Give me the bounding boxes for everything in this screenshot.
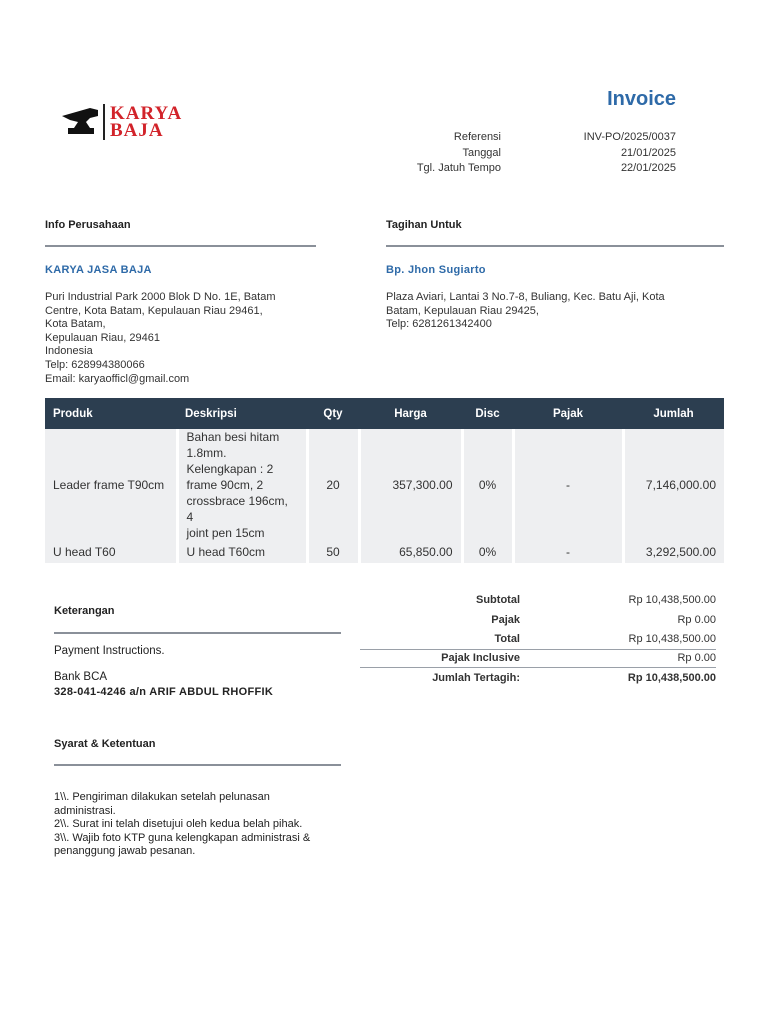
amount-due-value: Rp 10,438,500.00 [627, 672, 716, 684]
meta-value-tanggal: 21/01/2025 [620, 146, 676, 159]
total-value: Rp 10,438,500.00 [628, 633, 716, 645]
invoice-meta-labels [417, 130, 501, 177]
billto-divider [386, 245, 724, 247]
cell-qty: 20 [307, 429, 359, 541]
tax-row [360, 614, 716, 626]
col-header-harga: Harga [359, 398, 462, 429]
logo-line1: KARYA [110, 103, 183, 124]
tax-value: Rp 0.00 [677, 614, 716, 626]
logo-line2: BAJA [110, 120, 164, 141]
totals-divider-top [360, 649, 716, 650]
cell-qty: 50 [307, 541, 359, 563]
company-logo [60, 103, 182, 141]
cell-deskripsi: U head T60cm [177, 541, 307, 563]
col-header-qty: Qty [307, 398, 359, 429]
bank-name: Bank BCA [54, 671, 108, 683]
logo-wordmark [103, 104, 182, 140]
tax-label: Pajak [491, 614, 520, 626]
table-row [45, 429, 724, 541]
col-header-deskripsi: Deskripsi [177, 398, 307, 429]
cell-disc: 0% [462, 429, 513, 541]
company-divider [45, 245, 316, 247]
meta-label-jatuh-tempo: Tgl. Jatuh Tempo [416, 162, 501, 174]
total-row [360, 633, 716, 645]
table-row [45, 541, 724, 563]
subtotal-value: Rp 10,438,500.00 [628, 594, 716, 606]
cell-deskripsi: Bahan besi hitam 1.8mm. Kelengkapan : 2 frame 90cm, 2 crossbrace 196cm, 4 joint pen 15cm [177, 429, 307, 541]
invoice-title: Invoice [607, 88, 676, 110]
subtotal-label: Subtotal [476, 594, 520, 606]
cell-produk: Leader frame T90cm [45, 429, 177, 541]
invoice-meta-values [584, 130, 676, 177]
table-header-row [45, 398, 724, 429]
col-header-pajak: Pajak [513, 398, 623, 429]
company-address: Puri Industrial Park 2000 Blok D No. 1E, Batam Centre, Kota Batam, Kepulauan Riau 29461, Kota Batam, Kepulauan Riau, 29461 Indonesia Telp: 628994380066 Email: karyaofficl@gmail.com [45, 291, 276, 385]
keterangan-heading: Keterangan [54, 605, 115, 617]
cell-jumlah: 3,292,500.00 [623, 541, 724, 563]
meta-value-jatuh-tempo: 22/01/2025 [620, 162, 676, 174]
col-header-jumlah: Jumlah [623, 398, 724, 429]
terms-text: 1\\. Pengiriman dilakukan setelah pelunasan administrasi. 2\\. Surat ini telah disetujui oleh kedua belah pihak. 3\\. Wajib foto KTP guna kelengkapan administrasi & penanggung jawab pesanan. [54, 791, 311, 857]
billto-heading: Tagihan Untuk [386, 219, 462, 231]
cell-jumlah: 7,146,000.00 [623, 429, 724, 541]
amount-due-row [360, 672, 716, 684]
totals-divider-bottom [360, 667, 716, 668]
cell-disc: 0% [462, 541, 513, 563]
tax-inclusive-label: Pajak Inclusive [441, 652, 520, 664]
items-table [45, 398, 724, 563]
company-name: KARYA JASA BAJA [45, 264, 152, 276]
billto-address: Plaza Aviari, Lantai 3 No.7-8, Buliang, Kec. Batu Aji, Kota Batam, Kepulauan Riau 29425, Telp: 6281261342400 [386, 291, 665, 331]
col-header-disc: Disc [462, 398, 513, 429]
payment-instructions: Payment Instructions. [54, 645, 165, 657]
anvil-icon [60, 104, 100, 140]
total-label: Total [494, 633, 520, 645]
terms-heading: Syarat & Ketentuan [54, 738, 156, 750]
bank-account: 328-041-4246 a/n ARIF ABDUL RHOFFIK [54, 686, 274, 698]
cell-produk: U head T60 [45, 541, 177, 563]
tax-inclusive-row [360, 652, 716, 664]
cell-pajak: - [513, 429, 623, 541]
terms-divider [54, 764, 341, 766]
col-header-produk: Produk [45, 398, 177, 429]
amount-due-label: Jumlah Tertagih: [432, 672, 520, 684]
meta-label-referensi: Referensi [453, 131, 501, 143]
meta-value-referensi: INV-PO/2025/0037 [583, 131, 676, 143]
company-heading: Info Perusahaan [45, 219, 131, 231]
cell-harga: 357,300.00 [359, 429, 462, 541]
cell-harga: 65,850.00 [359, 541, 462, 563]
tax-inclusive-value: Rp 0.00 [677, 652, 716, 664]
meta-label-tanggal: Tanggal [462, 146, 501, 159]
billto-name: Bp. Jhon Sugiarto [386, 264, 486, 276]
keterangan-divider [54, 632, 341, 634]
cell-pajak: - [513, 541, 623, 563]
subtotal-row [360, 594, 716, 606]
